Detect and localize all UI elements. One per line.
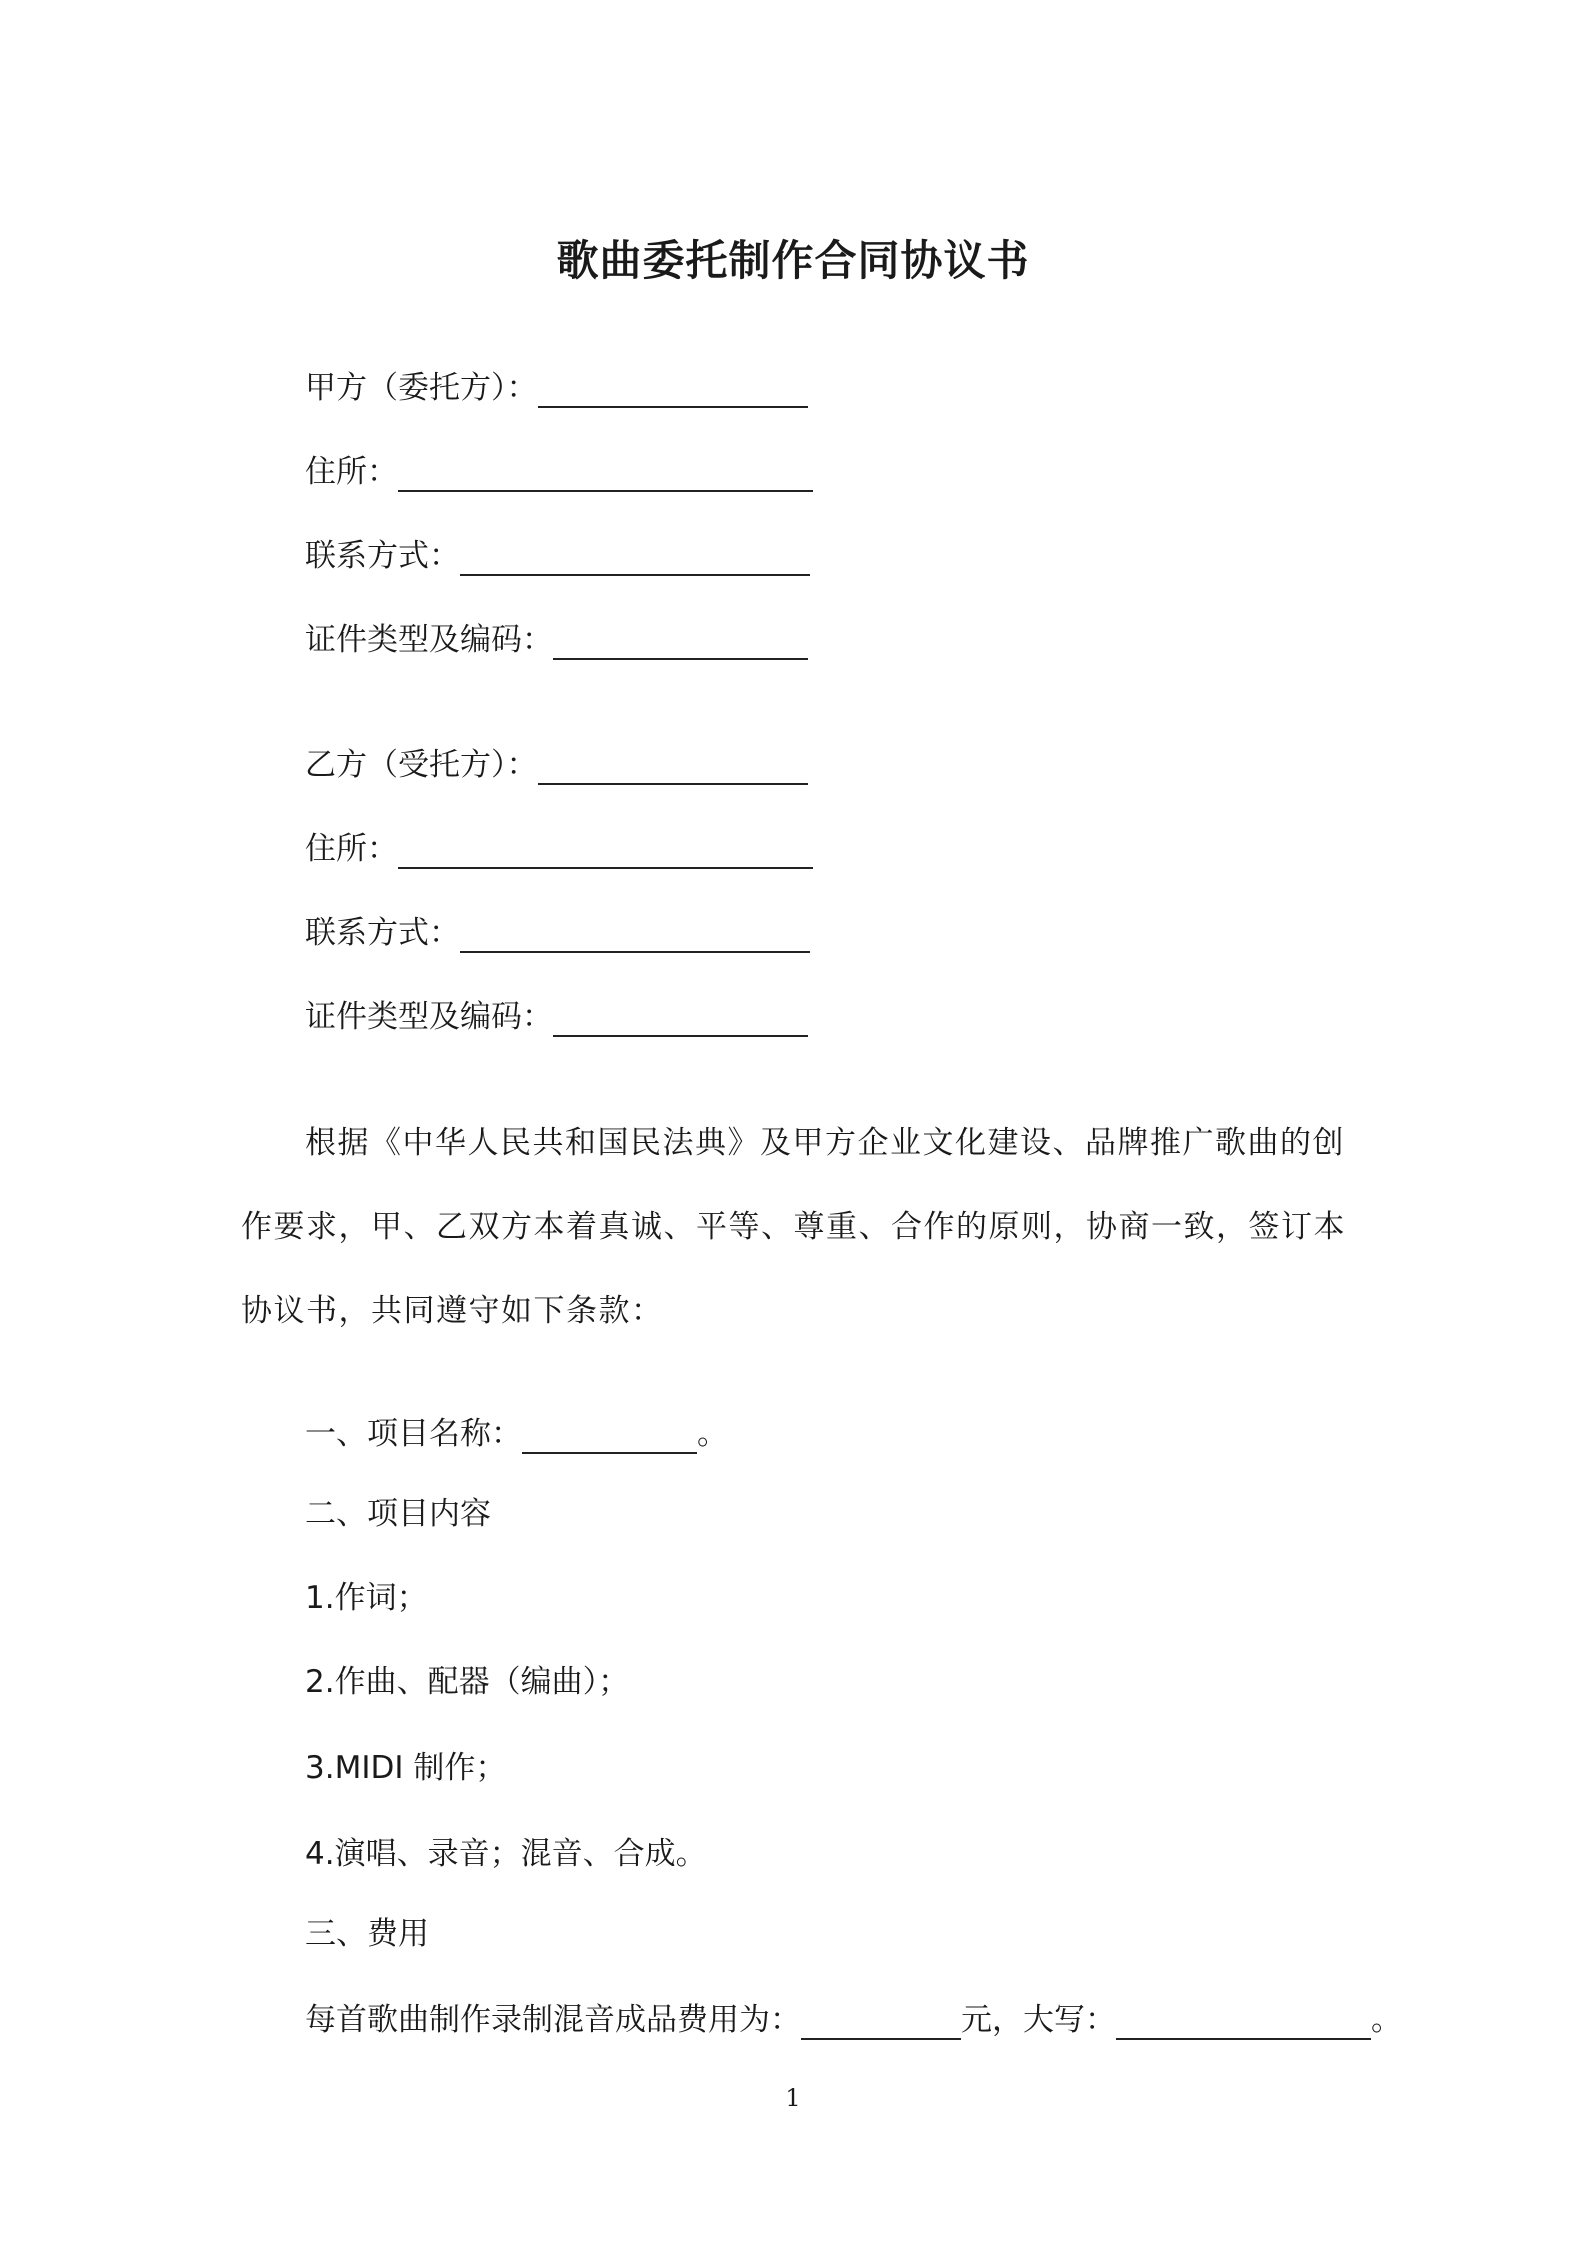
content-item-3: 3.MIDI 制作；	[305, 1750, 507, 1786]
party-b-name-label: 乙方（受托方）：	[305, 747, 538, 783]
fee-row	[305, 2000, 1402, 2040]
party-a-contact-blank[interactable]	[460, 538, 810, 576]
party-a-address-blank[interactable]	[398, 454, 813, 492]
project-name-label: 一、项目名称：	[305, 1416, 522, 1452]
fee-end: 。	[1371, 2002, 1402, 2038]
intro-paragraph: 根据《中华人民共和国民法典》及甲方企业文化建设、品牌推广歌曲的创作要求，甲、乙双方本着真诚、平等、尊重、合作的原则，协商一致，签订本协议书，共同遵守如下条款：	[241, 1125, 1346, 1329]
party-b-contact-blank[interactable]	[460, 915, 810, 953]
fee-uppercase-blank[interactable]	[1116, 2002, 1371, 2040]
document-title: 歌曲委托制作合同协议书	[556, 236, 1030, 285]
fee-label: 每首歌曲制作录制混音成品费用为：	[305, 2002, 801, 2038]
project-name-end: 。	[697, 1416, 728, 1452]
fee-heading: 三、费用	[305, 1916, 429, 1952]
party-a-contact-label: 联系方式：	[305, 538, 460, 574]
party-a-id-row	[305, 620, 808, 660]
party-a-address-label: 住所：	[305, 454, 398, 490]
party-b-id-row	[305, 997, 808, 1037]
content-item-4: 4.演唱、录音；混音、合成。	[305, 1836, 707, 1872]
project-name-blank[interactable]	[522, 1416, 697, 1454]
party-a-id-label: 证件类型及编码：	[305, 622, 553, 658]
project-name-row	[305, 1414, 728, 1454]
content-heading: 二、项目内容	[305, 1496, 491, 1532]
party-a-contact-row	[305, 536, 810, 576]
party-b-id-label: 证件类型及编码：	[305, 999, 553, 1035]
fee-amount-blank[interactable]	[801, 2002, 961, 2040]
party-b-contact-label: 联系方式：	[305, 915, 460, 951]
party-b-name-blank[interactable]	[538, 747, 808, 785]
party-b-address-blank[interactable]	[398, 831, 813, 869]
party-a-name-row	[305, 368, 808, 408]
party-a-address-row	[305, 452, 813, 492]
page-number: 1	[785, 2084, 801, 2112]
party-b-address-row	[305, 829, 813, 869]
content-item-1: 1.作词；	[305, 1580, 428, 1616]
party-b-id-blank[interactable]	[553, 999, 808, 1037]
party-a-id-blank[interactable]	[553, 622, 808, 660]
party-a-name-label: 甲方（委托方）：	[305, 370, 538, 406]
party-b-address-label: 住所：	[305, 831, 398, 867]
party-a-name-blank[interactable]	[538, 370, 808, 408]
party-b-name-row	[305, 745, 808, 785]
content-item-2: 2.作曲、配器（编曲）；	[305, 1664, 630, 1700]
party-b-contact-row	[305, 913, 810, 953]
fee-unit: 元，大写：	[961, 2002, 1116, 2038]
